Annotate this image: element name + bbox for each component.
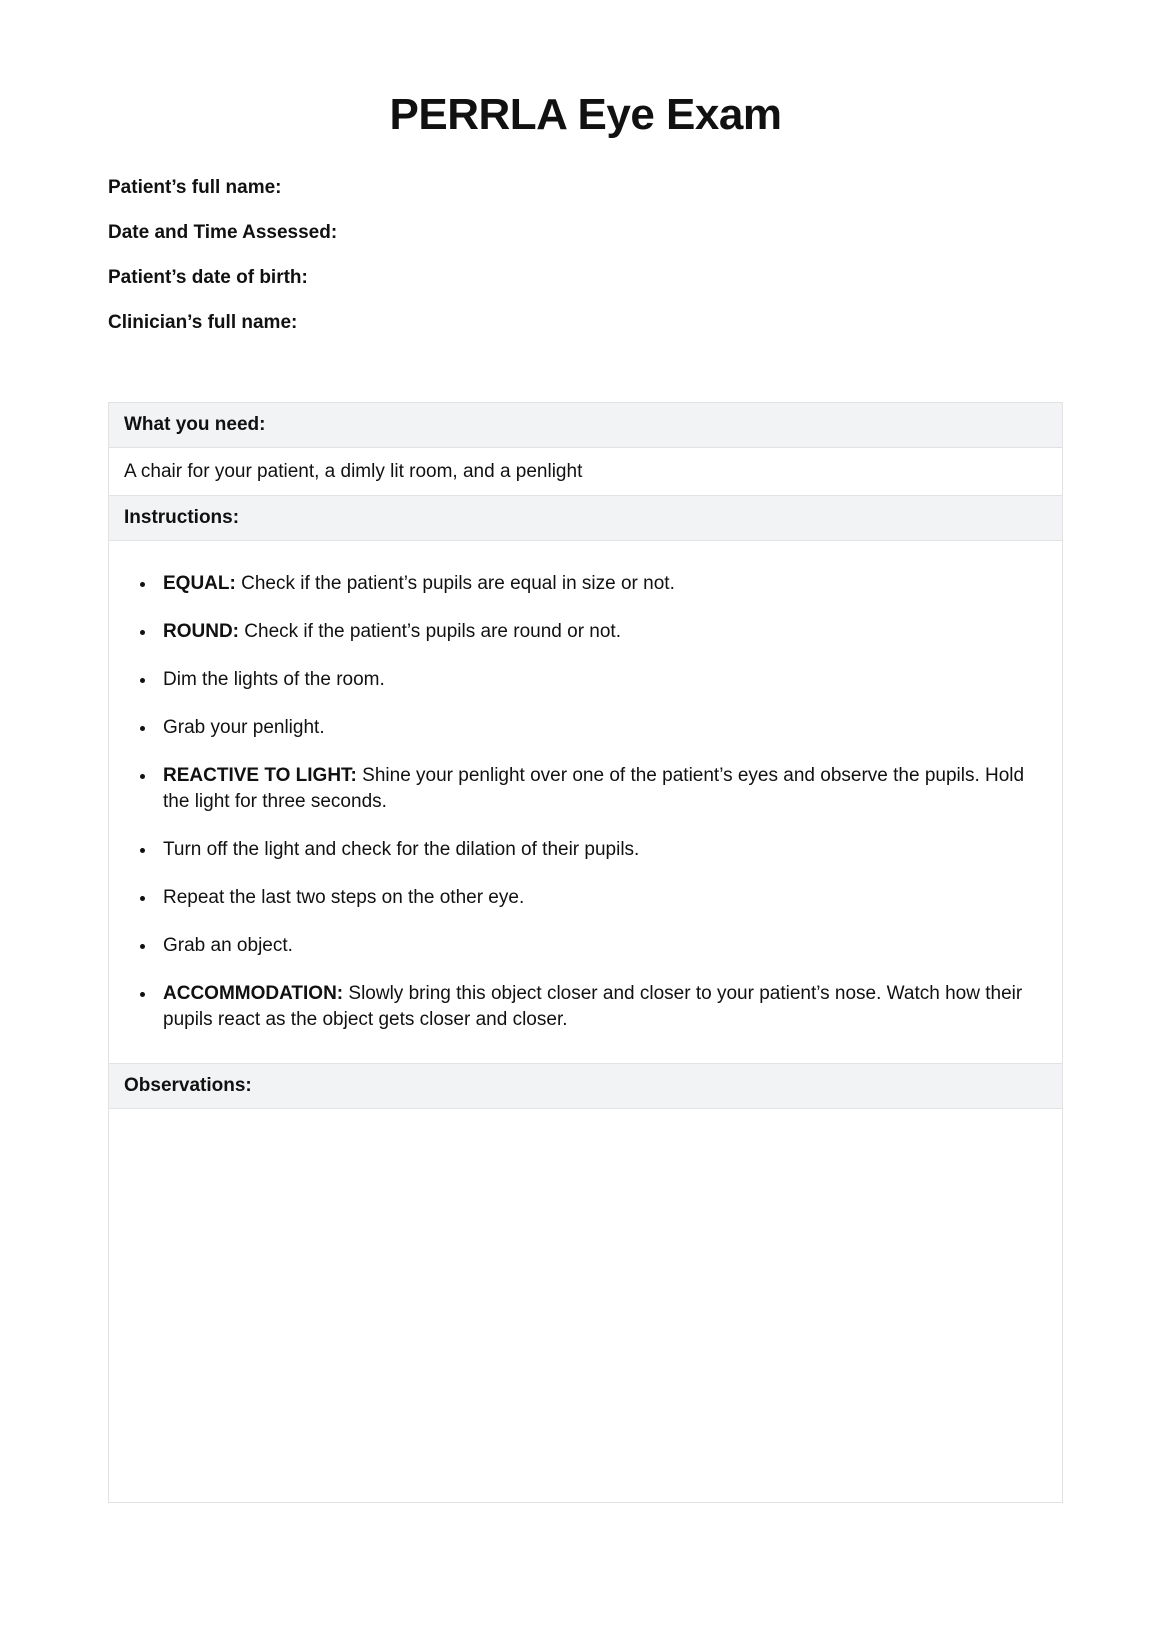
field-clinician-full-name bbox=[108, 309, 1063, 332]
what-you-need-content: A chair for your patient, a dimly lit room, and a penlight bbox=[109, 447, 1062, 495]
instruction-item bbox=[157, 885, 1042, 911]
observations-header: Observations: bbox=[109, 1063, 1062, 1108]
instruction-text: Turn off the light and check for the dilation of their pupils. bbox=[163, 839, 640, 860]
field-label: Patient’s date of birth: bbox=[108, 267, 308, 288]
field-label: Patient’s full name: bbox=[108, 177, 282, 198]
instruction-item bbox=[157, 763, 1042, 815]
observations-entry-area[interactable] bbox=[109, 1108, 1062, 1502]
instruction-keyword: ACCOMMODATION: bbox=[163, 983, 344, 1004]
instruction-keyword: REACTIVE TO LIGHT: bbox=[163, 765, 357, 786]
field-label: Clinician’s full name: bbox=[108, 312, 298, 333]
instructions-list bbox=[124, 571, 1042, 1033]
what-you-need-header: What you need: bbox=[109, 403, 1062, 447]
field-label: Date and Time Assessed: bbox=[108, 222, 338, 243]
exam-table bbox=[108, 402, 1063, 1503]
patient-info-fields bbox=[108, 174, 1063, 332]
instruction-text: Check if the patient’s pupils are equal in size or not. bbox=[235, 573, 675, 594]
instructions-header: Instructions: bbox=[109, 495, 1062, 540]
page-title: PERRLA Eye Exam bbox=[389, 90, 782, 139]
instruction-text: Check if the patient’s pupils are round or not. bbox=[239, 621, 621, 642]
instruction-text: Slowly bring this object closer and closer to your patient’s nose. Watch how their pupils react as the object gets closer and closer. bbox=[163, 983, 1023, 1030]
instruction-item bbox=[157, 667, 1042, 693]
instruction-item bbox=[157, 619, 1042, 645]
instructions-content bbox=[109, 540, 1062, 1063]
clinician-full-name-entry-area[interactable] bbox=[305, 309, 1063, 328]
instruction-keyword: ROUND: bbox=[163, 621, 239, 642]
date-time-assessed-entry-area[interactable] bbox=[345, 219, 1063, 238]
instruction-keyword: EQUAL: bbox=[163, 573, 236, 594]
instruction-item bbox=[157, 837, 1042, 863]
instruction-item bbox=[157, 571, 1042, 597]
instruction-text: Grab your penlight. bbox=[163, 717, 325, 738]
instruction-text: Dim the lights of the room. bbox=[163, 669, 385, 690]
field-date-time-assessed bbox=[108, 219, 1063, 242]
instruction-text: Grab an object. bbox=[163, 935, 293, 956]
instruction-item bbox=[157, 933, 1042, 959]
instruction-item bbox=[157, 715, 1042, 741]
field-patient-date-of-birth bbox=[108, 264, 1063, 287]
instruction-item bbox=[157, 981, 1042, 1033]
patient-date-of-birth-entry-area[interactable] bbox=[316, 264, 1063, 283]
instruction-text: Repeat the last two steps on the other eye. bbox=[163, 887, 525, 908]
field-patient-full-name bbox=[108, 174, 1063, 197]
instruction-text: Shine your penlight over one of the patient’s eyes and observe the pupils. Hold the light for three seconds. bbox=[163, 765, 1025, 812]
patient-full-name-entry-area[interactable] bbox=[290, 174, 1064, 193]
